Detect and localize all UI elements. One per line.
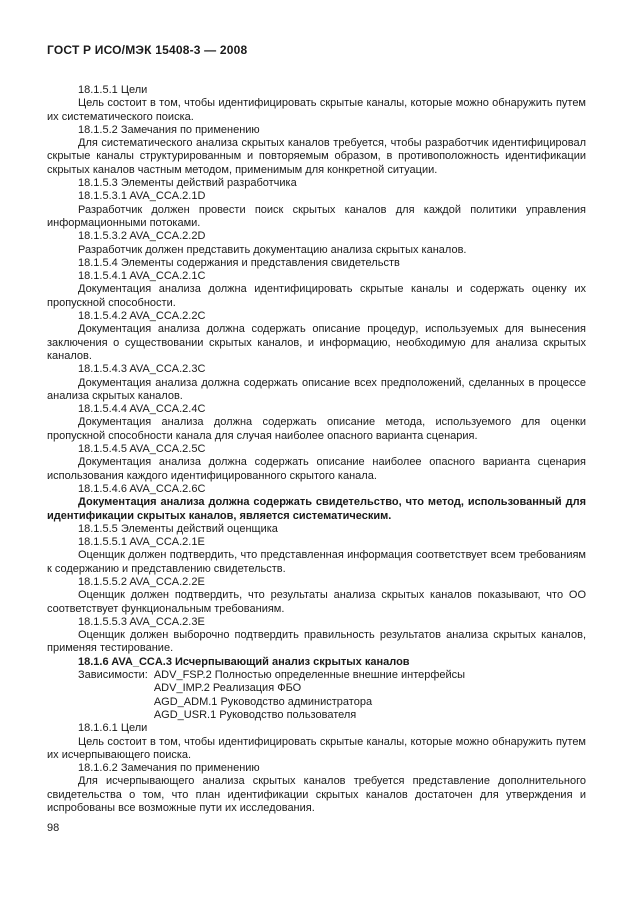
paragraph: 18.1.5.4 Элементы содержания и представления свидетельств [78,256,400,269]
paragraph: 18.1.5.5.2 AVA_CCA.2.2E [78,575,205,588]
paragraph: 18.1.5.5 Элементы действий оценщика [78,522,278,535]
paragraph-bold: Документация анализа должна содержать свидетельство, что метод, использованный для идентификации скрытых каналов, является систематическим. [47,496,586,522]
paragraph: Оценщик должен выборочно подтвердить правильность результатов анализа скрытых каналов, применяя тестирование. [47,629,586,655]
paragraph: 18.1.5.5.3 AVA_CCA.2.3E [78,615,205,628]
paragraph: Разработчик должен провести поиск скрытых каналов для каждой политики управления информационными потоками. [47,203,586,229]
dependency-item: ADV_IMP.2 Реализация ФБО [153,682,302,695]
paragraph: Цель состоит в том, чтобы идентифицировать скрытые каналы, которые можно обнаружить путем их систематического поиска. [47,97,586,123]
paragraph: 18.1.5.1 Цели [78,84,148,96]
paragraph: Документация анализа должна содержать описание процедур, используемых для вынесения заключения о существовании скрытых каналов, и информацию, необходимую для анализа скрытых каналов. [47,323,586,362]
paragraph: Документация анализа должна содержать описание всех предположений, сделанных в процессе анализа скрытых каналов. [47,376,586,402]
dependencies-label: Зависимости: [78,669,148,682]
document-header-title: ГОСТ Р ИСО/МЭК 15408-3 — 2008 [47,43,248,57]
paragraph: 18.1.5.4.6 AVA_CCA.2.6C [78,482,206,495]
paragraph: Оценщик должен подтвердить, что результаты анализа скрытых каналов показывают, что ОО соответствует функциональным требованиям. [47,589,586,615]
dependency-item: ADV_FSP.2 Полностью определенные внешние интерфейсы [153,669,466,682]
paragraph: Документация анализа должна содержать описание наиболее опасного варианта сценария использования каждого идентифицированного скрытого канала. [47,456,586,482]
document-body [47,84,586,815]
paragraph: 18.1.5.4.5 AVA_CCA.2.5C [78,443,206,456]
paragraph: Для систематического анализа скрытых каналов требуется, чтобы разработчик идентифицировал скрытые каналы структурированным и повторяемым образом, в противоположность идентификации скрытых каналов частным методом, применимым для конкретной ситуации. [47,137,586,176]
dependencies-block [47,669,586,722]
paragraph: 18.1.5.4.1 AVA_CCA.2.1C [78,270,206,283]
paragraph: 18.1.5.3.1 AVA_CCA.2.1D [78,190,206,203]
paragraph: 18.1.5.4.3 AVA_CCA.2.3C [78,363,206,376]
paragraph: Документация анализа должна идентифицировать скрытые каналы и содержать оценку их пропускной способности. [47,283,586,309]
paragraph: 18.1.5.4.4 AVA_CCA.2.4C [78,403,206,416]
dependency-item: AGD_USR.1 Руководство пользователя [153,708,357,721]
dependencies-items [154,669,586,722]
paragraph: Документация анализа должна содержать описание метода, используемого для оценки пропускной способности канала для случая наиболее опасного варианта сценария. [47,416,586,442]
paragraph: 18.1.6.2 Замечания по применению [78,762,260,775]
paragraph: Оценщик должен подтвердить, что представленная информация соответствует всем требованиям к содержанию и представлению свидетельств. [47,549,586,575]
dependency-item: AGD_ADM.1 Руководство администратора [153,695,373,708]
page-number: 98 [47,822,60,834]
paragraph: Для исчерпывающего анализа скрытых каналов требуется представление дополнительного свидетельства о том, что план идентификации скрытых каналов достаточен для утверждения и испробованы все возможные пути их исследования. [47,775,586,815]
paragraph: 18.1.5.2 Замечания по применению [78,123,260,136]
paragraph: 18.1.5.5.1 AVA_CCA.2.1E [78,536,205,549]
paragraph: Разработчик должен представить документацию анализа скрытых каналов. [78,243,467,256]
paragraph: 18.1.5.4.2 AVA_CCA.2.2C [78,310,206,323]
paragraph: 18.1.5.3.2 AVA_CCA.2.2D [78,230,206,243]
paragraph: 18.1.5.3 Элементы действий разработчика [78,177,297,190]
paragraph: 18.1.6.1 Цели [78,722,148,735]
paragraph: Цель состоит в том, чтобы идентифицировать скрытые каналы, которые можно обнаружить путем их исчерпывающего поиска. [47,735,586,761]
paragraph-bold: 18.1.6 AVA_CCA.3 Исчерпывающий анализ скрытых каналов [78,655,410,668]
